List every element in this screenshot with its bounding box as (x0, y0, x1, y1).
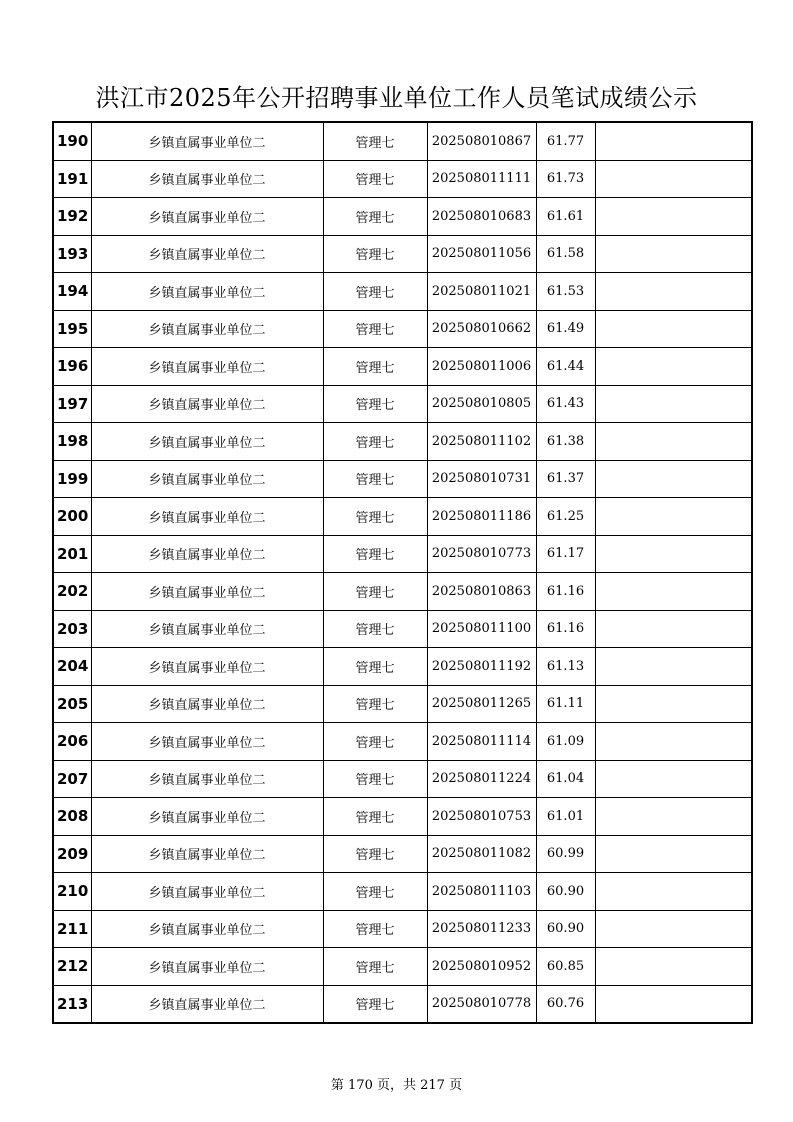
position-cell: 管理七 (323, 910, 427, 948)
score-cell: 61.01 (536, 798, 595, 836)
note-cell (595, 310, 752, 348)
note-cell (595, 235, 752, 273)
ticket-number-cell: 202508010683 (427, 198, 536, 236)
position-cell: 管理七 (323, 723, 427, 761)
score-cell: 61.13 (536, 648, 595, 686)
position-cell: 管理七 (323, 760, 427, 798)
score-cell: 61.11 (536, 685, 595, 723)
score-cell: 61.25 (536, 498, 595, 536)
note-cell (595, 160, 752, 198)
table-row (53, 573, 752, 611)
row-number-cell: 195 (53, 310, 91, 348)
table-row (53, 798, 752, 836)
position-cell: 管理七 (323, 798, 427, 836)
position-cell: 管理七 (323, 310, 427, 348)
unit-cell: 乡镇直属事业单位二 (91, 160, 323, 198)
table-row (53, 685, 752, 723)
position-cell: 管理七 (323, 235, 427, 273)
position-cell: 管理七 (323, 985, 427, 1023)
unit-cell: 乡镇直属事业单位二 (91, 198, 323, 236)
ticket-number-cell: 202508011082 (427, 835, 536, 873)
row-number-cell: 213 (53, 985, 91, 1023)
ticket-number-cell: 202508011056 (427, 235, 536, 273)
unit-cell: 乡镇直属事业单位二 (91, 498, 323, 536)
row-number-cell: 211 (53, 910, 91, 948)
position-cell: 管理七 (323, 385, 427, 423)
note-cell (595, 723, 752, 761)
ticket-number-cell: 202508011233 (427, 910, 536, 948)
table-row (53, 235, 752, 273)
unit-cell: 乡镇直属事业单位二 (91, 910, 323, 948)
unit-cell: 乡镇直属事业单位二 (91, 348, 323, 386)
page-footer: 第 170 页，共 217 页 (330, 1078, 463, 1093)
score-cell: 61.09 (536, 723, 595, 761)
unit-cell: 乡镇直属事业单位二 (91, 610, 323, 648)
ticket-number-cell: 202508011192 (427, 648, 536, 686)
row-number-cell: 207 (53, 760, 91, 798)
position-cell: 管理七 (323, 348, 427, 386)
ticket-number-cell: 202508010867 (427, 122, 536, 160)
note-cell (595, 273, 752, 311)
ticket-number-cell: 202508011114 (427, 723, 536, 761)
position-cell: 管理七 (323, 835, 427, 873)
score-table-body (53, 122, 752, 1023)
score-cell: 61.04 (536, 760, 595, 798)
row-number-cell: 196 (53, 348, 91, 386)
unit-cell: 乡镇直属事业单位二 (91, 648, 323, 686)
ticket-number-cell: 202508010773 (427, 535, 536, 573)
note-cell (595, 873, 752, 911)
score-cell: 60.76 (536, 985, 595, 1023)
unit-cell: 乡镇直属事业单位二 (91, 573, 323, 611)
ticket-number-cell: 202508010805 (427, 385, 536, 423)
table-row (53, 160, 752, 198)
table-row (53, 423, 752, 461)
unit-cell: 乡镇直属事业单位二 (91, 122, 323, 160)
unit-cell: 乡镇直属事业单位二 (91, 723, 323, 761)
note-cell (595, 498, 752, 536)
unit-cell: 乡镇直属事业单位二 (91, 235, 323, 273)
note-cell (595, 685, 752, 723)
score-cell: 61.58 (536, 235, 595, 273)
row-number-cell: 192 (53, 198, 91, 236)
unit-cell: 乡镇直属事业单位二 (91, 798, 323, 836)
score-cell: 61.43 (536, 385, 595, 423)
position-cell: 管理七 (323, 610, 427, 648)
position-cell: 管理七 (323, 648, 427, 686)
row-number-cell: 190 (53, 122, 91, 160)
page-title: 洪江市2025年公开招聘事业单位工作人员笔试成绩公示 (95, 84, 698, 112)
note-cell (595, 648, 752, 686)
table-row (53, 273, 752, 311)
unit-cell: 乡镇直属事业单位二 (91, 685, 323, 723)
row-number-cell: 212 (53, 948, 91, 986)
score-cell: 61.16 (536, 573, 595, 611)
position-cell: 管理七 (323, 460, 427, 498)
row-number-cell: 200 (53, 498, 91, 536)
row-number-cell: 197 (53, 385, 91, 423)
ticket-number-cell: 202508011100 (427, 610, 536, 648)
ticket-number-cell: 202508011111 (427, 160, 536, 198)
table-row (53, 835, 752, 873)
note-cell (595, 423, 752, 461)
row-number-cell: 209 (53, 835, 91, 873)
row-number-cell: 201 (53, 535, 91, 573)
note-cell (595, 198, 752, 236)
note-cell (595, 948, 752, 986)
table-row (53, 948, 752, 986)
position-cell: 管理七 (323, 535, 427, 573)
ticket-number-cell: 202508011103 (427, 873, 536, 911)
ticket-number-cell: 202508010778 (427, 985, 536, 1023)
table-row (53, 723, 752, 761)
note-cell (595, 985, 752, 1023)
table-row (53, 535, 752, 573)
table-row (53, 985, 752, 1023)
position-cell: 管理七 (323, 198, 427, 236)
unit-cell: 乡镇直属事业单位二 (91, 385, 323, 423)
ticket-number-cell: 202508011224 (427, 760, 536, 798)
row-number-cell: 210 (53, 873, 91, 911)
score-cell: 60.99 (536, 835, 595, 873)
score-cell: 61.17 (536, 535, 595, 573)
table-row (53, 648, 752, 686)
score-cell: 61.77 (536, 122, 595, 160)
position-cell: 管理七 (323, 685, 427, 723)
table-row (53, 122, 752, 160)
row-number-cell: 191 (53, 160, 91, 198)
note-cell (595, 798, 752, 836)
position-cell: 管理七 (323, 873, 427, 911)
unit-cell: 乡镇直属事业单位二 (91, 460, 323, 498)
note-cell (595, 910, 752, 948)
table-row (53, 910, 752, 948)
score-cell: 61.53 (536, 273, 595, 311)
row-number-cell: 194 (53, 273, 91, 311)
table-row (53, 348, 752, 386)
unit-cell: 乡镇直属事业单位二 (91, 873, 323, 911)
table-row (53, 610, 752, 648)
ticket-number-cell: 202508011021 (427, 273, 536, 311)
position-cell: 管理七 (323, 498, 427, 536)
position-cell: 管理七 (323, 160, 427, 198)
note-cell (595, 122, 752, 160)
position-cell: 管理七 (323, 273, 427, 311)
note-cell (595, 348, 752, 386)
score-cell: 61.37 (536, 460, 595, 498)
note-cell (595, 835, 752, 873)
table-row (53, 310, 752, 348)
position-cell: 管理七 (323, 423, 427, 461)
score-cell: 61.44 (536, 348, 595, 386)
score-cell: 61.49 (536, 310, 595, 348)
unit-cell: 乡镇直属事业单位二 (91, 760, 323, 798)
row-number-cell: 205 (53, 685, 91, 723)
ticket-number-cell: 202508011265 (427, 685, 536, 723)
position-cell: 管理七 (323, 122, 427, 160)
unit-cell: 乡镇直属事业单位二 (91, 423, 323, 461)
ticket-number-cell: 202508010863 (427, 573, 536, 611)
score-cell: 60.90 (536, 873, 595, 911)
unit-cell: 乡镇直属事业单位二 (91, 835, 323, 873)
unit-cell: 乡镇直属事业单位二 (91, 985, 323, 1023)
table-row (53, 198, 752, 236)
position-cell: 管理七 (323, 573, 427, 611)
table-row (53, 498, 752, 536)
note-cell (595, 610, 752, 648)
table-row (53, 460, 752, 498)
score-table (52, 121, 753, 1024)
unit-cell: 乡镇直属事业单位二 (91, 535, 323, 573)
row-number-cell: 208 (53, 798, 91, 836)
row-number-cell: 193 (53, 235, 91, 273)
score-cell: 61.38 (536, 423, 595, 461)
table-row (53, 760, 752, 798)
note-cell (595, 535, 752, 573)
score-cell: 61.73 (536, 160, 595, 198)
score-cell: 60.90 (536, 910, 595, 948)
row-number-cell: 198 (53, 423, 91, 461)
ticket-number-cell: 202508010662 (427, 310, 536, 348)
row-number-cell: 202 (53, 573, 91, 611)
table-row (53, 873, 752, 911)
ticket-number-cell: 202508011102 (427, 423, 536, 461)
unit-cell: 乡镇直属事业单位二 (91, 273, 323, 311)
ticket-number-cell: 202508011006 (427, 348, 536, 386)
score-cell: 61.16 (536, 610, 595, 648)
score-cell: 61.61 (536, 198, 595, 236)
score-cell: 60.85 (536, 948, 595, 986)
row-number-cell: 203 (53, 610, 91, 648)
row-number-cell: 206 (53, 723, 91, 761)
ticket-number-cell: 202508010952 (427, 948, 536, 986)
table-row (53, 385, 752, 423)
ticket-number-cell: 202508010731 (427, 460, 536, 498)
unit-cell: 乡镇直属事业单位二 (91, 310, 323, 348)
position-cell: 管理七 (323, 948, 427, 986)
note-cell (595, 460, 752, 498)
row-number-cell: 199 (53, 460, 91, 498)
row-number-cell: 204 (53, 648, 91, 686)
note-cell (595, 760, 752, 798)
ticket-number-cell: 202508010753 (427, 798, 536, 836)
unit-cell: 乡镇直属事业单位二 (91, 948, 323, 986)
note-cell (595, 385, 752, 423)
note-cell (595, 573, 752, 611)
ticket-number-cell: 202508011186 (427, 498, 536, 536)
